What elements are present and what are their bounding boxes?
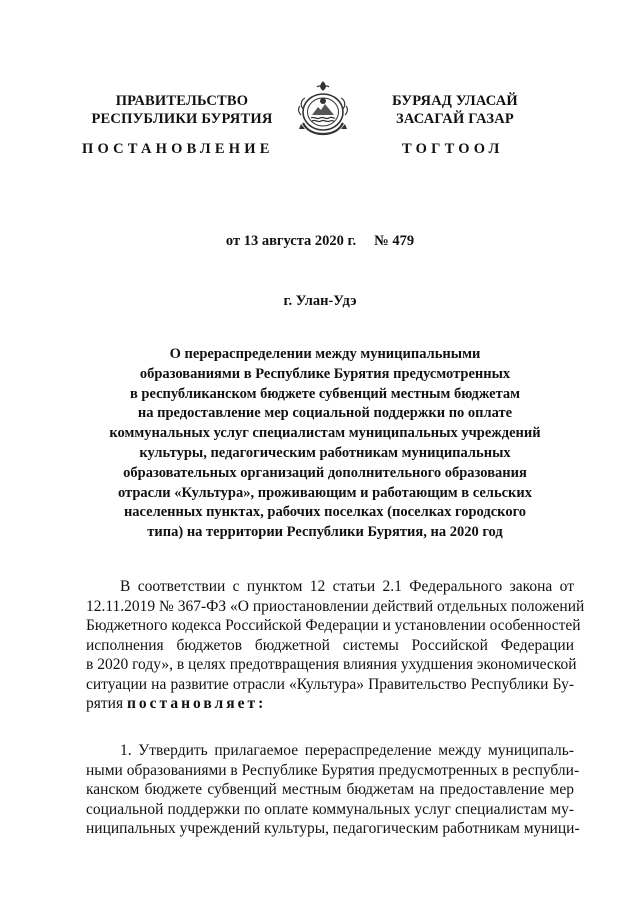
title-line: образованиями в Республике Бурятия предусмотренных — [139, 365, 511, 382]
paragraph-line: Бюджетного кодекса Российской Федерации и установлении особенностей — [86, 617, 581, 634]
title-line: культуры, педагогическим работникам муниципальных — [139, 444, 511, 461]
paragraph-line: 1. Утвердить прилагаемое перераспределение между муниципаль- — [120, 742, 574, 759]
document-date: от 13 августа 2020 г. — [225, 233, 357, 249]
clause-1-paragraph — [86, 741, 580, 839]
title-line: в республиканском бюджете субвенций местным бюджетам — [129, 385, 521, 402]
issuer-line: ПРАВИТЕЛЬСТВО — [115, 93, 249, 109]
title-line: образовательных организаций дополнительного образования — [123, 464, 527, 481]
paragraph-line: исполнения бюджетов бюджетной системы Российской Федерации — [86, 636, 574, 654]
title-line: на предоставление мер социальной поддержки по оплате — [137, 405, 513, 422]
paragraph-line: ными образованиями в Республике Бурятия предусмотренных в республи- — [86, 761, 580, 779]
paragraph-line: В соответствии с пунктом 12 статьи 2.1 Федерального закона от — [120, 578, 574, 595]
issuer-line: РЕСПУБЛИКИ БУРЯТИЯ — [91, 111, 273, 127]
document-number: № 479 — [374, 233, 415, 249]
paragraph-line: канском бюджете субвенций местным бюджетам на предоставление мер — [86, 781, 574, 798]
paragraph-line: социальной поддержки по оплате коммунальных услуг специалистам му- — [86, 800, 574, 818]
issuer-line: БУРЯАД УЛАСАЙ — [392, 93, 518, 109]
coat-of-arms-buryatia-icon — [293, 79, 353, 139]
paragraph-line-prefix: рятия — [86, 695, 127, 712]
paragraph-line: в 2020 году», в целях предотвращения влияния ухудшения экономической — [86, 656, 577, 673]
issuer-line: ЗАСАГАЙ ГАЗАР — [396, 111, 514, 127]
issuer-name-russian — [82, 92, 282, 128]
title-line: типа) на территории Республики Бурятия, на 2020 год — [147, 524, 503, 541]
city-of-issue: г. Улан-Удэ — [283, 293, 357, 309]
title-line: населенных пунктах, рабочих поселках (поселках городского — [123, 504, 527, 521]
paragraph-line — [86, 694, 574, 714]
title-line: коммунальных услуг специалистам муниципальных учреждений — [109, 425, 541, 442]
doc-type-russian: ПОСТАНОВЛЕНИЕ — [82, 141, 274, 157]
doc-type-buryat: ТОГТООЛ — [402, 141, 504, 157]
paragraph-line: ниципальных учреждений культуры, педагогическим работникам муници- — [86, 820, 580, 837]
title-line: О перераспределении между муниципальными — [169, 346, 481, 362]
resolution-keyword: постановляет: — [126, 695, 267, 712]
paragraph-line: ситуации на развитие отрасли «Культура» Правительство Республики Бу- — [86, 675, 574, 693]
issuer-name-buryat — [370, 92, 540, 128]
date-and-number — [0, 233, 640, 250]
preamble-paragraph — [86, 577, 585, 714]
document-title — [60, 345, 590, 543]
paragraph-line: 12.11.2019 № 367-ФЗ «О приостановлении действий отдельных положений — [86, 597, 585, 615]
title-line: отрасли «Культура», проживающим и работающим в сельских — [117, 484, 533, 501]
